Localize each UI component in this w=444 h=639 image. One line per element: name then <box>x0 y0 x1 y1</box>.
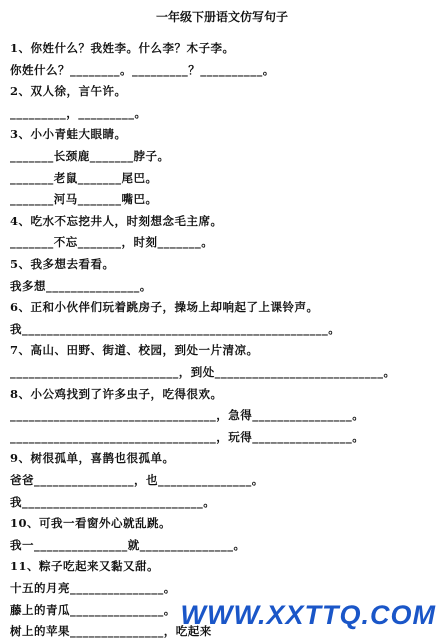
q11-prompt: 11、粽子吃起来又黏又甜。 <box>10 559 160 574</box>
q3-answer-3: _______河马_______嘴巴。 <box>10 192 158 207</box>
q2-prompt: 2、双人徐，言午许。 <box>10 84 127 99</box>
q11-answer-2: 藤上的青瓜_______________。 <box>10 602 176 617</box>
q6-prompt: 6、正和小伙伴们玩着跳房子，操场上却响起了上课铃声。 <box>10 300 319 315</box>
q3-answer-2: _______老鼠_______尾巴。 <box>10 170 158 185</box>
q1-prompt: 1、你姓什么？我姓李。什么李？木子李。 <box>10 41 235 55</box>
page-title: 一年级下册语文仿写句子 <box>155 10 288 24</box>
q7-prompt: 7、高山、田野、街道、校园，到处一片清凉。 <box>10 343 259 358</box>
q9-prompt: 9、树很孤单，喜鹊也很孤单。 <box>10 451 175 466</box>
q11-answer-1: 十五的月亮_______________。 <box>10 581 176 595</box>
q6-answer: 我_________________________________________________。 <box>10 321 341 336</box>
q5-answer: 我多想_______________。 <box>10 278 152 293</box>
q11-answer-3: 树上的苹果_______________，吃起来 <box>10 624 212 639</box>
q8-prompt: 8、小公鸡找到了许多虫子，吃得很欢。 <box>10 386 223 401</box>
q3-prompt: 3、小小青蛙大眼睛。 <box>10 127 127 142</box>
q5-prompt: 5、我多想去看看。 <box>10 257 115 271</box>
q7-answer: ___________________________，到处___________________________。 <box>10 365 396 379</box>
q4-prompt: 4、吃水不忘挖井人，时刻想念毛主席。 <box>10 213 223 228</box>
q8-answer-1: _________________________________，急得________________。 <box>10 408 365 423</box>
q8-answer-2: _________________________________，玩得________________。 <box>10 429 365 444</box>
q3-answer-1: _______长颈鹿_______脖子。 <box>10 149 170 163</box>
q9-answer-1: 爸爸________________，也_______________。 <box>10 473 264 487</box>
q1-answer: 你姓什么？________。_________？__________。 <box>10 62 275 77</box>
site-watermark: WWW.XXTTQ.COM <box>180 600 436 630</box>
q10-prompt: 10、可我一看窗外心就乱跳。 <box>10 516 172 531</box>
q10-answer: 我一_______________就_______________。 <box>10 537 246 552</box>
q4-answer: _______不忘_______，时刻_______。 <box>10 235 214 250</box>
q9-answer-2: 我_____________________________。 <box>10 494 216 509</box>
q2-answer: _________，_________。 <box>10 105 147 120</box>
